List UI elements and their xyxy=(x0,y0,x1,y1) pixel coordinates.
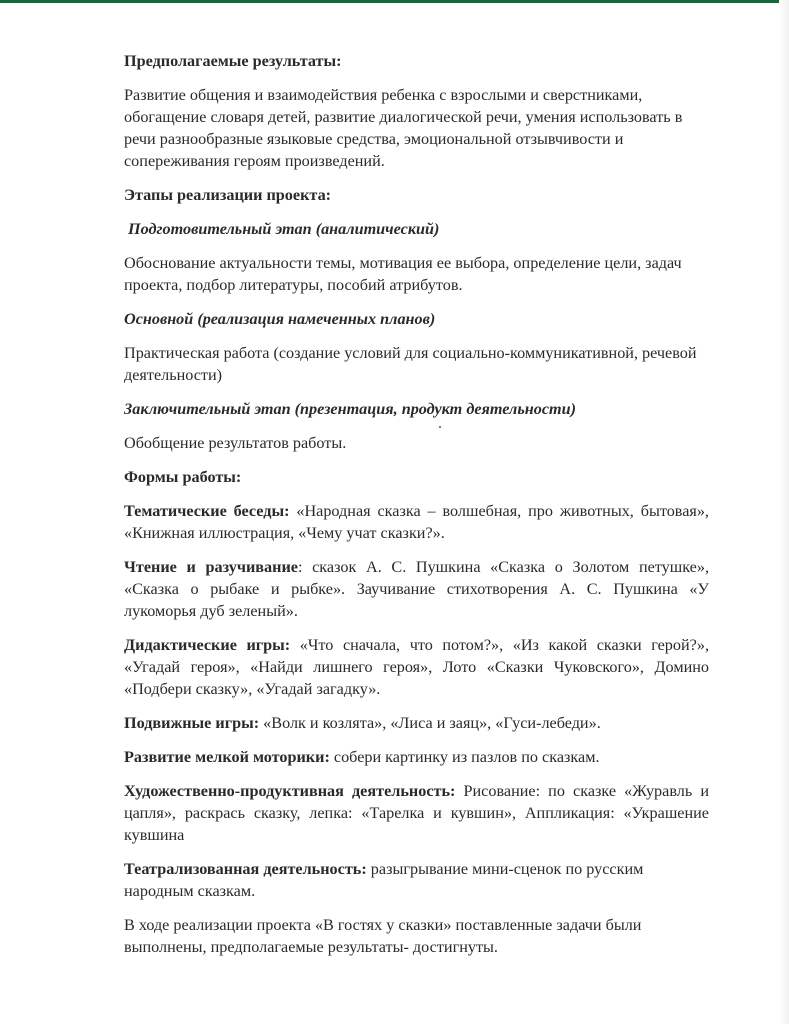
document-page xyxy=(124,50,709,970)
results-paragraph: Развитие общения и взаимодействия ребенка с взрослыми и сверстниками, обогащение словаря детей, развитие диалогической речи, умения использовать в речи разнообразные языковые средства, эмоциональной отзывчивости и сопереживания героям произведений. xyxy=(124,86,683,170)
form-item-art-activity xyxy=(124,780,709,846)
stage1-paragraph: Обоснование актуальности темы, мотивация ее выбора, определение цели, задач проекта, подбор литературы, пособий атрибутов. xyxy=(124,254,682,294)
form-label: Тематические беседы: xyxy=(124,502,290,520)
form-item-motor-skills xyxy=(124,746,709,768)
stage1-title: Подготовительный этап (аналитический) xyxy=(124,220,440,238)
form-item-theatre-activity xyxy=(124,858,709,902)
stage3-title: Заключительный этап (презентация, продукт деятельности) xyxy=(124,400,576,418)
form-text: собери картинку из пазлов по сказкам. xyxy=(329,748,600,766)
conclusion-paragraph: В ходе реализации проекта «В гостях у сказки» поставленные задачи были выполнены, предполагаемые результаты- достигнуты. xyxy=(124,916,642,956)
form-label: Подвижные игры: xyxy=(124,714,260,732)
top-edge-stripe xyxy=(0,0,789,3)
stage3-paragraph: Обобщение результатов работы. xyxy=(124,434,347,452)
form-text: Рисование: по сказке «Журавль и цапля», раскрась сказку, лепка: «Тарелка и кувшин», Аппликация: «Украшение кувшина xyxy=(124,782,709,844)
form-text: разыгрывание мини-сценок по русским народным сказкам. xyxy=(124,860,644,900)
form-item-didactic-games xyxy=(124,634,709,700)
stages-heading: Этапы реализации проекта: xyxy=(124,186,332,204)
form-label: Художественно-продуктивная деятельность: xyxy=(124,782,456,800)
form-item-reading xyxy=(124,556,709,622)
stage2-title: Основной (реализация намеченных планов) xyxy=(124,310,436,328)
stage2-paragraph: Практическая работа (создание условий для социально-коммуникативной, речевой деятельности) xyxy=(124,344,697,384)
form-label: Дидактические игры: xyxy=(124,636,291,654)
form-text: «Что сначала, что потом?», «Из какой сказки герой?», «Угадай героя», «Найди лишнего героя», Лото «Сказки Чуковского», Домино «Подбери сказку», «Угадай загадку». xyxy=(124,636,709,698)
forms-heading: Формы работы: xyxy=(124,468,242,486)
form-label: Развитие мелкой моторики: xyxy=(124,748,330,766)
form-item-themed-talks xyxy=(124,500,709,544)
scan-page-edge xyxy=(779,0,789,1024)
form-item-active-games xyxy=(124,712,709,734)
form-text: : сказок А. С. Пушкина «Сказка о Золотом петушке», «Сказка о рыбаке и рыбке». Заучивание стихотворения А. С. Пушкина «У лукоморья дуб зеленый». xyxy=(124,558,709,620)
form-label: Чтение и разучивание xyxy=(124,558,298,576)
form-text: «Волк и козлята», «Лиса и заяц», «Гуси-лебеди». xyxy=(259,714,601,732)
form-label: Театрализованная деятельность: xyxy=(124,860,367,878)
results-heading: Предполагаемые результаты: xyxy=(124,52,342,70)
form-text: «Народная сказка – волшебная, про животных, бытовая», «Книжная иллюстрация, «Чему учат сказки?». xyxy=(124,502,709,542)
